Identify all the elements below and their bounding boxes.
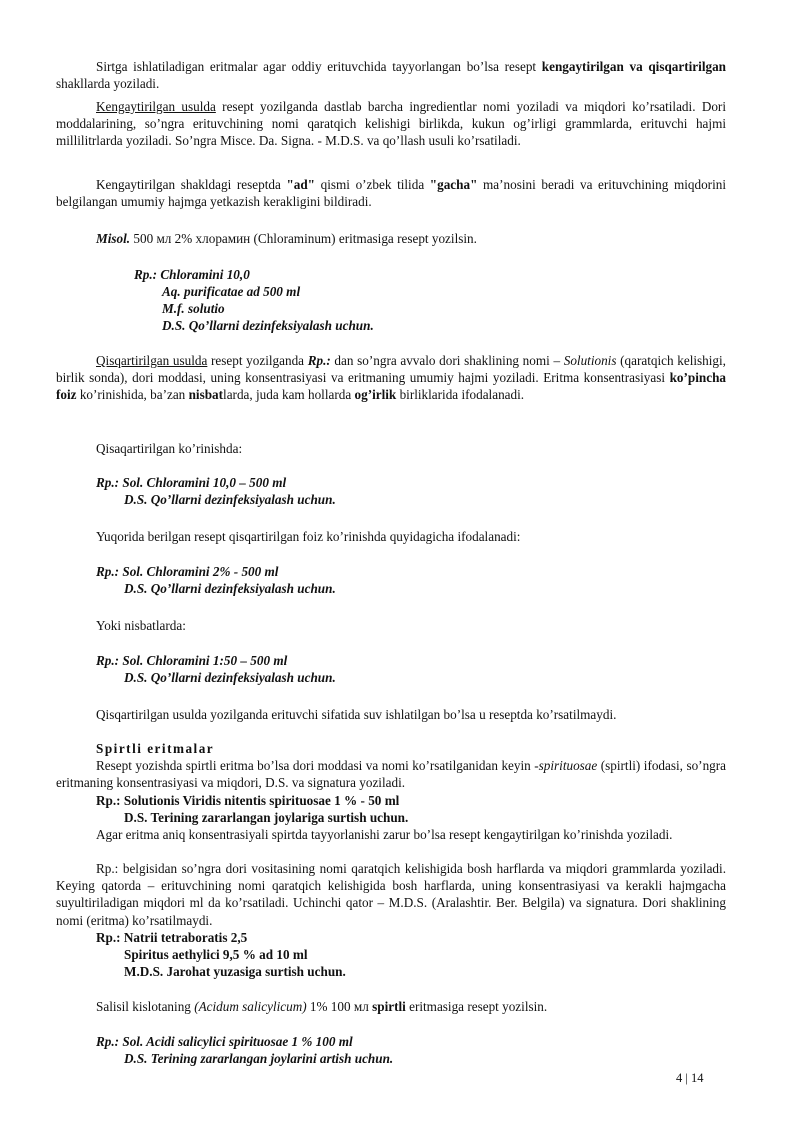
paragraph-ratio-form: Yoki nisbatlarda: [96, 618, 186, 633]
prescription-line: M.D.S. Jarohat yuzasiga surtish uchun. [124, 964, 346, 979]
bold-text: og’irlik [354, 387, 397, 403]
text: Sirtga ishlatiladigan eritmalar agar oddiy erituvchida tayyorlangan bo’lsa resept [96, 59, 542, 74]
prescription-line: D.S. Qo’llarni dezinfeksiyalash uchun. [124, 581, 336, 596]
text: eritmasiga resept yozilsin. [405, 999, 548, 1014]
text: dan so’ngra avvalo dori shaklining nomi – [330, 353, 564, 368]
paragraph-example [56, 230, 726, 247]
prescription-line: Spiritus aethylici 9,5 % ad 10 ml [124, 947, 308, 962]
prescription-line: D.S. Qo’llarni dezinfeksiyalash uchun. [124, 492, 336, 507]
text: 500 мл 2% хлорамин (Chloraminum) eritmasiga resept yozilsin. [130, 231, 477, 246]
paragraph-salicylic-task [56, 998, 726, 1015]
text: Salisil kislotaning [96, 999, 195, 1014]
prescription-line: D.S. Qo’llarni dezinfeksiyalash uchun. [124, 670, 336, 685]
bold-italic-text: Misol. [96, 231, 131, 246]
bold-text: nisbat [188, 387, 224, 403]
prescription-line: Rp.: Chloramini 10,0 [134, 267, 250, 282]
text: (spirtli) ifodasi, so’ngra eritmaning konsentrasiyasi va miqdori, D.S. va signatura yoziladi. [56, 758, 727, 791]
prescription-line: Rp.: Sol. Chloramini 1:50 – 500 ml [96, 653, 288, 668]
text: 1% 100 мл [306, 999, 373, 1014]
text: qismi o’zbek tilida [315, 177, 430, 192]
prescription-line: Rp.: Solutionis Viridis nitentis spirituosae 1 % - 50 ml [96, 793, 400, 808]
underlined-term: Qisqartirilgan usulda [96, 353, 208, 368]
prescription-line: Rp.: Sol. Acidi salicylici spirituosae 1 % 100 ml [96, 1034, 353, 1049]
paragraph-spirit-solutions [56, 757, 726, 791]
page-number: 4 | 14 [676, 1071, 704, 1085]
text: ko’rinishida, ba’zan [76, 387, 189, 403]
text: resept yozilganda [207, 353, 308, 368]
paragraph-shortened-method [56, 352, 726, 404]
prescription-line: Rp.: Natrii tetraboratis 2,5 [96, 930, 248, 945]
bold-italic-text: Rp.: [307, 353, 331, 368]
prescription-line: D.S. Qo’llarni dezinfeksiyalash uchun. [162, 318, 374, 333]
prescription-line: M.f. solutio [162, 301, 225, 316]
paragraph-percent-form: Yuqorida berilgan resept qisqartirilgan foiz ko’rinishda quyidagicha ifodalanadi: [96, 529, 521, 544]
prescription-line: D.S. Terining zararlangan joylarini artish uchun. [124, 1051, 394, 1066]
prescription-line: D.S. Terining zararlangan joylariga surtish uchun. [124, 810, 409, 825]
bold-text: kengaytirilgan va qisqartirilgan [541, 59, 727, 74]
paragraph-ad-meaning [56, 176, 726, 210]
prescription-line: Rp.: Sol. Chloramini 10,0 – 500 ml [96, 475, 287, 490]
paragraph-rp-rules: Rp.: belgisidan so’ngra dori vositasining nomi qaratqich kelishigida bosh harflarda va miqdori grammlarda yoziladi. Keying qatorda – erituvchining nomi qaratqich kelishigida bosh harflarda, uning konsentrasiyasi va kerakli hajmgacha suyultiriladigan miqdori ml da ko’rsatiladi. Uchinchi qator – M.D.S. (Aralashtir. Ber. Belgila) va signatura. Dori shaklining nomi (eritma) ko’rsatilmaydi. [56, 861, 726, 928]
paragraph-intro [56, 58, 726, 92]
text: birliklarida ifodalanadi. [396, 387, 525, 403]
italic-text: Solutionis [563, 353, 617, 368]
text: (qaratqich kelishigi, birlik sonda), dori moddasi, uning konsentrasiyasi va eritmaning umumiy hajmi yoziladi. Eritma konsentrasiyasi [56, 353, 726, 386]
section-heading: Spirtli eritmalar [96, 741, 215, 756]
prescription-line: Rp.: Sol. Chloramini 2% - 500 ml [96, 564, 279, 579]
prescription-line: Aq. purificatae ad 500 ml [162, 284, 301, 299]
bold-text: "ad" [286, 177, 316, 192]
text: larda, juda kam hollarda [223, 387, 355, 403]
paragraph-exact-concentration: Agar eritma aniq konsentrasiyali spirtda tayyorlanishi zarur bo’lsa resept kengaytirilgan ko’rinishda yoziladi. [96, 827, 673, 842]
text: Kengaytirilgan shakldagi reseptda [96, 177, 287, 192]
underlined-term: Kengaytirilgan usulda [96, 99, 216, 114]
paragraph-short-form-label: Qisaqartirilgan ko’rinishda: [96, 441, 243, 456]
italic-text: spirituosae [538, 758, 598, 773]
text: Resept yozishda spirtli eritma bo’lsa dori moddasi va nomi ko’rsatilganidan keyin - [96, 758, 539, 773]
bold-text: spirtli [372, 999, 406, 1014]
paragraph-water-note: Qisqartirilgan usulda yozilganda erituvchi sifatida suv ishlatilgan bo’lsa u reseptda ko’rsatilmaydi. [96, 707, 617, 722]
bold-text: ko’pincha foiz [56, 370, 726, 403]
paragraph-expanded-method [56, 98, 726, 150]
text: ma’nosini beradi va erituvchining miqdorini belgilangan umumiy hajmga yetkazish kerakligini bildiradi. [56, 177, 726, 210]
bold-text: "gacha" [429, 177, 478, 192]
text: shakllarda yoziladi. [56, 76, 160, 92]
italic-text: (Acidum salicylicum) [194, 999, 307, 1014]
text: resept yozilganda dastlab barcha ingredientlar nomi yoziladi va miqdori ko’rsatiladi. Dori moddalarining, so’ngra erituvchining nomi qaratqich kelishigi birlikda, kukun og’irligi grammlarda, erituvchi hajmi millilitrlarda yoziladi. So’ngra Misce. Da. Signa. - M.D.S. va qo’llash usuli ko’rsatiladi. [56, 99, 726, 149]
